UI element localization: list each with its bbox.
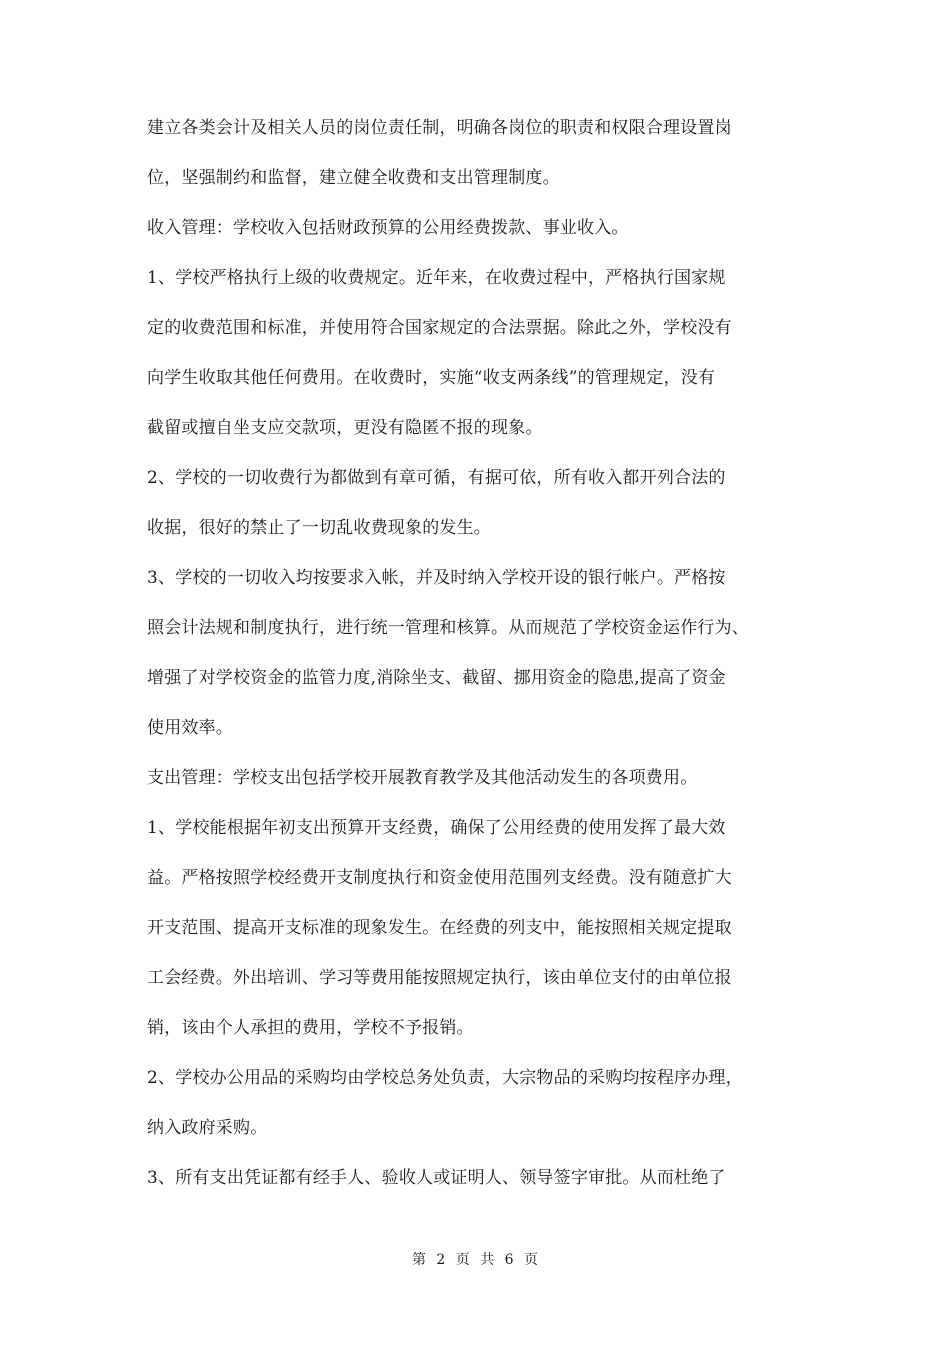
text-line: 照会计法规和制度执行，进行统一管理和核算。从而规范了学校资金运作行为、	[147, 618, 749, 638]
text-line: 位，坚强制约和监督，建立健全收费和支出管理制度。	[147, 168, 560, 188]
text-line: 定的收费范围和标准，并使用符合国家规定的合法票据。除此之外，学校没有	[147, 318, 732, 338]
text-line: 3、所有支出凭证都有经手人、验收人或证明人、领导签字审批。从而杜绝了	[147, 1168, 726, 1188]
text-line: 截留或擅自坐支应交款项，更没有隐匿不报的现象。	[147, 418, 543, 438]
text-line: 开支范围、提高开支标准的现象发生。在经费的列支中，能按照相关规定提取	[147, 918, 732, 938]
text-line: 收据，很好的禁止了一切乱收费现象的发生。	[147, 518, 491, 538]
text-line: 工会经费。外出培训、学习等费用能按照规定执行，该由单位支付的由单位报	[147, 968, 732, 988]
text-line: 销，该由个人承担的费用，学校不予报销。	[147, 1018, 474, 1038]
text-line: 使用效率。	[147, 718, 233, 738]
text-line: 纳入政府采购。	[147, 1118, 268, 1138]
text-line: 建立各类会计及相关人员的岗位责任制，明确各岗位的职责和权限合理设置岗	[147, 118, 732, 138]
text-line: 增强了对学校资金的监管力度,消除坐支、截留、挪用资金的隐患,提高了资金	[147, 668, 726, 688]
page-footer: 第 2 页 共 6 页	[411, 1252, 539, 1268]
body-text	[147, 108, 827, 1208]
text-line: 1、学校严格执行上级的收费规定。近年来，在收费过程中，严格执行国家规	[147, 268, 726, 288]
text-line: 2、学校的一切收费行为都做到有章可循，有据可依，所有收入都开列合法的	[147, 468, 726, 488]
text-line: 支出管理：学校支出包括学校开展教育教学及其他活动发生的各项费用。	[147, 768, 698, 788]
text-line: 1、学校能根据年初支出预算开支经费，确保了公用经费的使用发挥了最大效	[147, 818, 726, 838]
text-line: 3、学校的一切收入均按要求入帐，并及时纳入学校开设的银行帐户。严格按	[147, 568, 726, 588]
text-line: 向学生收取其他任何费用。在收费时，实施“收支两条线”的管理规定，没有	[147, 368, 716, 388]
text-line: 2、学校办公用品的采购均由学校总务处负责，大宗物品的采购均按程序办理，	[147, 1068, 743, 1088]
text-line: 收入管理：学校收入包括财政预算的公用经费拨款、事业收入。	[147, 218, 629, 238]
text-line: 益。严格按照学校经费开支制度执行和资金使用范围列支经费。没有随意扩大	[147, 868, 732, 888]
